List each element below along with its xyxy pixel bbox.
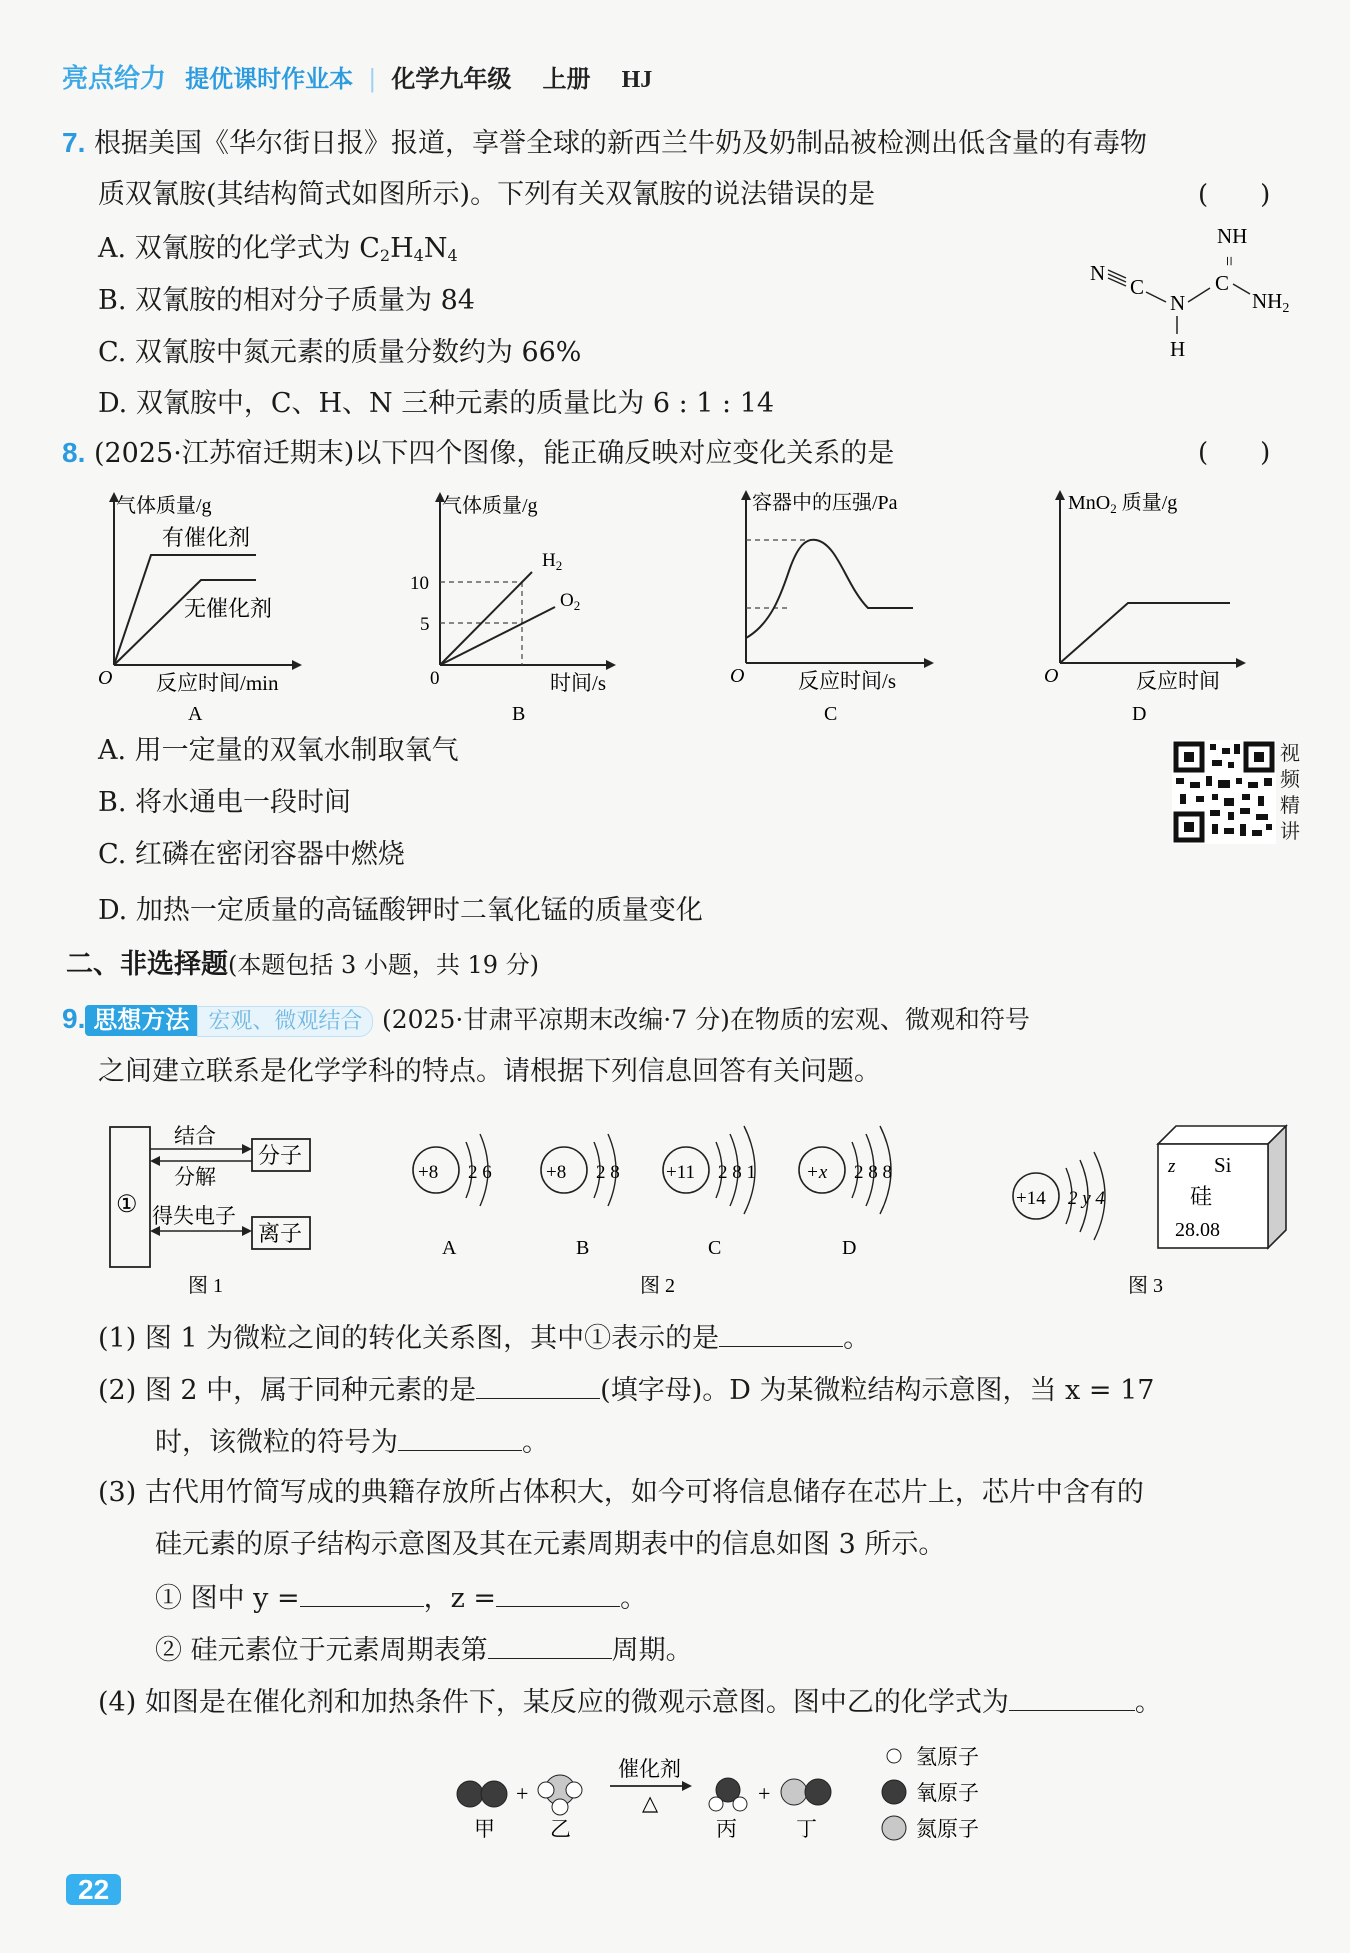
struct-nh: NH (1217, 224, 1248, 248)
graph-d-origin: O (1044, 665, 1059, 687)
header-volume: 上册 (542, 66, 591, 93)
qr-code-icon[interactable] (1172, 740, 1276, 844)
fig2-caption: 图 2 (640, 1275, 675, 1297)
label-ding: 丁 (796, 1817, 817, 1841)
q9-part2-text-c: 时，该微粒的符号为 (155, 1427, 398, 1458)
q7-h: H (390, 233, 414, 264)
section-2-title: 二、非选择题 (66, 949, 228, 979)
q8-option-a[interactable]: A. 用一定量的双氧水制取氧气 (98, 735, 459, 766)
fig3-shells: 2 y 4 (1068, 1188, 1105, 1209)
molecule-ding (781, 1779, 831, 1841)
q9-part1-text: (1) 图 1 为微粒之间的转化关系图，其中①表示的是 (98, 1323, 720, 1354)
fig3-mass: 28.08 (1175, 1219, 1220, 1241)
graph-b-origin: 0 (430, 668, 440, 689)
q9-part3-line2: 硅元素的原子结构示意图及其在元素周期表中的信息如图 3 所示。 (155, 1529, 946, 1560)
section-2-heading (66, 947, 539, 982)
fig2-c-shells: 2 8 1 (718, 1162, 756, 1183)
graph-a-caption: A (188, 703, 203, 725)
fig3-caption: 图 3 (1128, 1275, 1163, 1297)
graph-c-caption: C (824, 703, 838, 725)
graph-b-line-o2 (440, 607, 555, 665)
fig2-atom-c (663, 1126, 756, 1259)
graph-b-ylabel: 气体质量/g (442, 495, 538, 517)
fig2-atom-d (799, 1126, 892, 1259)
graph-a-line-no-catalyst (114, 580, 256, 665)
q9-method-subtag: 宏观、微观结合 (197, 1006, 373, 1037)
struct-c2: C (1215, 271, 1230, 295)
graph-a-origin: O (98, 667, 113, 689)
molecule-jia (457, 1781, 507, 1841)
qr-label-char: 精 (1280, 793, 1300, 817)
q8-text: (2025·江苏宿迁期末)以下四个图像，能正确反映对应变化关系的是 (93, 438, 895, 469)
q9-part2-blank-1[interactable] (476, 1372, 600, 1399)
molecule-bing (709, 1778, 747, 1841)
q9-stem (62, 1002, 1030, 1039)
fig3-symbol: Si (1214, 1153, 1232, 1177)
label-yi: 乙 (550, 1817, 571, 1841)
reaction-diagram (450, 1742, 870, 1842)
atom-legend (880, 1738, 1040, 1848)
q7-number: 7. (62, 127, 86, 158)
q7-text2: 质双氰胺(其结构简式如图所示)。下列有关双氰胺的说法错误的是 (98, 179, 876, 210)
q9-part3-q2-text-a: ② 硅元素位于元素周期表第 (155, 1635, 488, 1666)
q9-part1 (98, 1320, 870, 1356)
fig1-circle-1: ① (116, 1192, 138, 1218)
struct-double-bond: = (1219, 256, 1239, 267)
graph-b-o2-label: $O_2$ (560, 590, 581, 613)
q7-option-a[interactable] (98, 232, 458, 273)
q7-sub1: 2 (379, 246, 391, 265)
q7-sub3: 4 (447, 246, 458, 265)
page-number (66, 1874, 121, 1906)
graph-c-ylabel: 容器中的压强/Pa (752, 492, 898, 514)
fig2-b-caption: B (576, 1237, 590, 1259)
graph-d-ylabel: MnO$_2$ 质量/g (1068, 492, 1178, 516)
q9-part3-q1-text-b: ，z = (423, 1583, 497, 1614)
q7-n: N (423, 233, 448, 264)
q9-part3-y-blank[interactable] (300, 1580, 424, 1607)
dicyandiamide-structure (1080, 222, 1300, 362)
fig1-electron: 得失电子 (152, 1204, 236, 1228)
graph-b-y10: 10 (410, 573, 429, 594)
q9-part3-q2 (155, 1632, 693, 1668)
q8-option-c[interactable]: C. 红磷在密闭容器中燃烧 (98, 839, 405, 870)
qr-label-char: 频 (1280, 767, 1300, 791)
fig3-z: z (1168, 1156, 1176, 1177)
fig2-d-caption: D (842, 1237, 857, 1259)
qr-label-char: 讲 (1280, 819, 1300, 843)
q9-method-tag: 思想方法 (85, 1005, 197, 1036)
q7-option-c[interactable]: C. 双氰胺中氮元素的质量分数约为 66% (98, 337, 582, 368)
q8-option-d[interactable]: D. 加热一定质量的高锰酸钾时二氧化锰的质量变化 (98, 895, 703, 926)
q9-part3-z-blank[interactable] (496, 1580, 620, 1607)
plus-2: + (758, 1781, 771, 1806)
q9-part4 (98, 1684, 1162, 1720)
q9-text1: (2025·甘肃平凉期末改编·7 分)在物质的宏观、微观和符号 (381, 1005, 1030, 1034)
graph-a (96, 490, 316, 730)
fig3-name: 硅 (1190, 1184, 1213, 1209)
fig1-caption: 图 1 (188, 1275, 223, 1295)
graph-d-caption: D (1132, 703, 1147, 725)
q8-number: 8. (62, 437, 86, 468)
figure-3 (1000, 1120, 1300, 1300)
graph-d (1040, 488, 1280, 730)
q9-part3-q1 (155, 1580, 647, 1616)
q9-part2-text-b: (填字母)。D 为某微粒结构示意图，当 x = 17 (600, 1375, 1155, 1406)
q9-part2-end: 。 (522, 1427, 549, 1458)
fig2-a-shells: 2 6 (468, 1162, 492, 1183)
graph-a-ylabel: 气体质量/g (116, 495, 212, 517)
q7-sub2: 4 (413, 246, 424, 265)
page-number-badge: 22 (66, 1874, 121, 1905)
q9-part4-end: 。 (1134, 1687, 1162, 1718)
graph-a-label-no-catalyst: 无催化剂 (184, 596, 273, 621)
q9-part3-q1-text-a: ① 图中 y = (155, 1583, 300, 1614)
fig2-a-caption: A (442, 1237, 457, 1259)
reaction-heat: △ (642, 1791, 659, 1815)
fig1-decompose: 分解 (174, 1165, 216, 1189)
legend-hydrogen: 氢原子 (916, 1745, 979, 1769)
q9-part3-q2-text-b: 周期。 (611, 1635, 693, 1666)
q7-answer-paren[interactable]: ( ) (1198, 180, 1271, 210)
fig1-combine: 结合 (174, 1124, 216, 1148)
fig1-molecule: 分子 (258, 1143, 303, 1168)
qr-label (1280, 740, 1302, 844)
q9-part3-period-blank[interactable] (488, 1632, 612, 1659)
graph-d-xlabel: 反应时间 (1136, 669, 1220, 693)
q8-answer-paren[interactable]: ( ) (1198, 438, 1271, 468)
header-separator: | (368, 65, 377, 93)
fig2-b-shells: 2 8 (596, 1162, 620, 1183)
header (62, 58, 652, 95)
q9-part1-blank[interactable] (719, 1320, 843, 1347)
struct-nh2: NH2 (1252, 289, 1290, 316)
section-2-note: (本题包括 3 小题，共 19 分) (228, 951, 540, 979)
q9-number: 9. (62, 1003, 86, 1034)
struct-h: H (1170, 337, 1186, 361)
q9-part4-blank[interactable] (1009, 1684, 1135, 1711)
header-course: 化学九年级 (391, 66, 512, 93)
fig3-si-atom (1013, 1152, 1105, 1240)
q7-option-d[interactable]: D. 双氰胺中，C、H、N 三种元素的质量比为 6 : 1 : 14 (98, 388, 775, 419)
q7-line1 (62, 126, 1147, 161)
graph-b (410, 490, 630, 730)
struct-c1: C (1130, 275, 1145, 299)
fig2-atom-a (413, 1134, 492, 1259)
reaction-catalyst: 催化剂 (618, 1757, 681, 1781)
struct-n-mid: N (1170, 291, 1186, 315)
q7-option-b[interactable]: B. 双氰胺的相对分子质量为 84 (98, 285, 475, 316)
struct-n-left: N (1090, 261, 1106, 285)
q7-text1: 根据美国《华尔街日报》报道，享誉全球的新西兰牛奶及奶制品被检测出低含量的有毒物 (93, 128, 1147, 159)
q8-stem (62, 436, 894, 471)
q9-text2: 之间建立联系是化学学科的特点。请根据下列信息回答有关问题。 (98, 1056, 881, 1087)
header-brand: 亮点给力 (62, 63, 167, 93)
graph-d-line (1060, 603, 1230, 663)
fig1-ion: 离子 (258, 1221, 303, 1246)
fig2-d-shells: 2 8 8 (854, 1162, 892, 1183)
graph-a-xlabel: 反应时间/min (156, 671, 279, 695)
fig2-c-caption: C (708, 1237, 722, 1259)
fig2-a-nucleus: +8 (418, 1162, 439, 1183)
molecule-yi (538, 1775, 582, 1841)
header-edition: HJ (621, 67, 653, 93)
q9-part2-blank-2[interactable] (398, 1424, 522, 1451)
label-jia: 甲 (474, 1817, 495, 1841)
graph-c-pressure-curve (746, 540, 913, 638)
graph-b-line-h2 (440, 572, 532, 665)
qr-label-char: 视 (1280, 741, 1300, 765)
graph-b-caption: B (512, 703, 526, 725)
fig2-atom-b (541, 1134, 620, 1259)
q9-part2-line1 (98, 1372, 1154, 1408)
q9-part1-end: 。 (843, 1323, 871, 1354)
legend-oxygen: 氧原子 (916, 1781, 979, 1805)
graph-a-label-catalyst: 有催化剂 (162, 525, 251, 550)
figure-1 (104, 1115, 334, 1295)
graph-b-xlabel: 时间/s (550, 671, 607, 695)
graph-c-xlabel: 反应时间/s (798, 669, 897, 693)
q9-part4-text: (4) 如图是在催化剂和加热条件下，某反应的微观示意图。图中乙的化学式为 (98, 1687, 1009, 1718)
q9-part3-line1: (3) 古代用竹简写成的典籍存放所占体积大，如今可将信息储存在芯片上，芯片中含有的 (98, 1477, 1144, 1508)
fig2-c-nucleus: +11 (666, 1162, 696, 1183)
q9-part2-line2 (155, 1424, 549, 1460)
fig2-d-nucleus: +x (806, 1162, 828, 1183)
graph-b-y5: 5 (420, 614, 430, 635)
q8-option-b[interactable]: B. 将水通电一段时间 (98, 787, 352, 818)
graph-c-origin: O (730, 665, 745, 687)
label-bing: 丙 (716, 1817, 737, 1841)
plus-1: + (516, 1781, 529, 1806)
q9-part3-q1-end: 。 (620, 1583, 648, 1614)
fig3-nucleus: +14 (1016, 1188, 1046, 1209)
graph-b-h2-label: $H_2$ (542, 550, 563, 573)
figure-2 (400, 1120, 940, 1300)
fig3-periodic-cell (1158, 1126, 1286, 1248)
q9-part2-text-a: (2) 图 2 中，属于同种元素的是 (98, 1375, 477, 1406)
fig2-b-nucleus: +8 (546, 1162, 567, 1183)
graph-c (728, 488, 968, 730)
header-subtitle: 提优课时作业本 (185, 66, 354, 93)
q7-option-a-text: A. 双氰胺的化学式为 C (98, 233, 380, 264)
legend-nitrogen: 氮原子 (916, 1817, 979, 1841)
